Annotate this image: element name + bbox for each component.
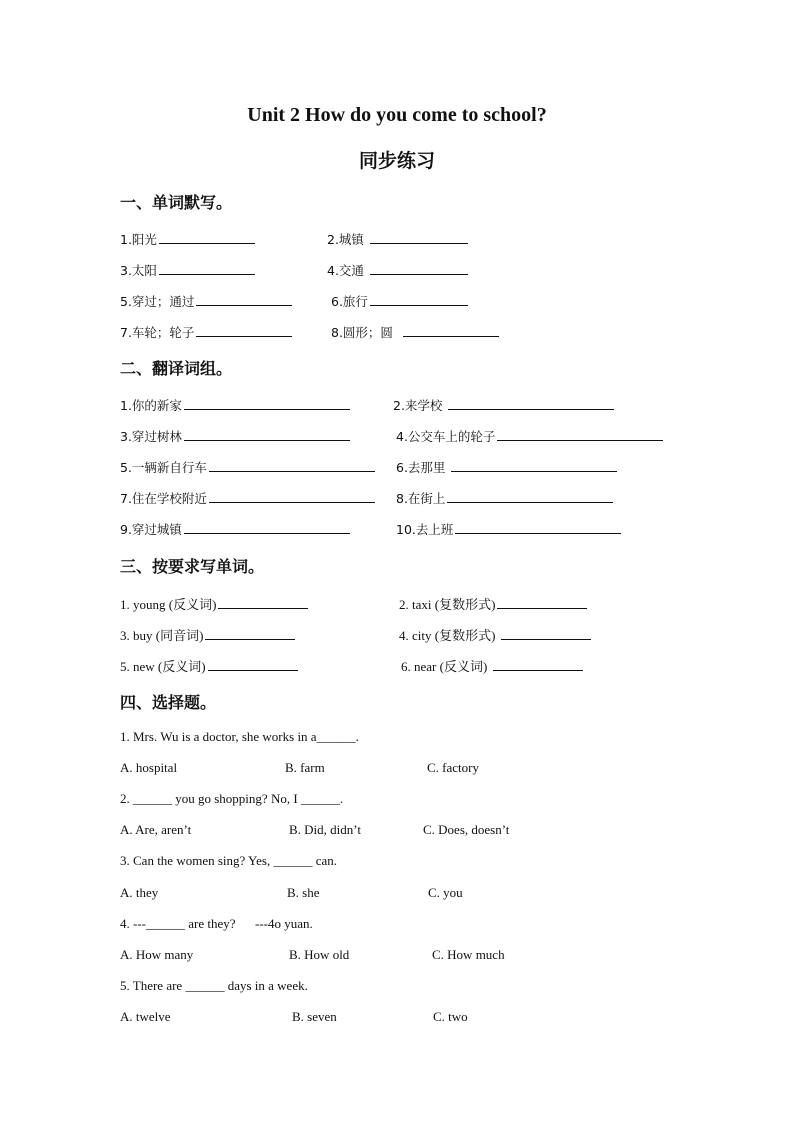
phrase-item: 6.去那里 — [396, 458, 617, 476]
answer-blank[interactable] — [493, 658, 583, 671]
option-a[interactable]: A. twelve — [120, 1009, 171, 1024]
word-item: 3.太阳 — [120, 261, 255, 279]
answer-blank[interactable] — [497, 596, 587, 609]
question-text: 3. Can the women sing? Yes, ______ can. — [120, 853, 338, 868]
answer-blank[interactable] — [403, 324, 499, 337]
option-c[interactable]: C. you — [428, 885, 463, 900]
word-item: 8.圆形；圆 — [331, 323, 499, 341]
phrase-item: 2.来学校 — [393, 396, 614, 414]
option-b[interactable]: B. she — [287, 885, 320, 900]
answer-blank[interactable] — [370, 262, 468, 275]
section-heading-1: 一、单词默写。 — [120, 193, 233, 212]
answer-blank[interactable] — [196, 293, 292, 306]
answer-blank[interactable] — [208, 658, 298, 671]
option-a[interactable]: A. Are, aren’t — [120, 822, 192, 837]
answer-blank[interactable] — [209, 490, 375, 503]
answer-blank[interactable] — [218, 596, 308, 609]
phrase-item: 7.住在学校附近 — [120, 489, 375, 507]
answer-blank[interactable] — [501, 627, 591, 640]
option-c[interactable]: C. two — [433, 1009, 468, 1024]
phrase-item: 5.一辆新自行车 — [120, 458, 375, 476]
answer-blank[interactable] — [205, 627, 295, 640]
word-form-item: 1. young (反义词) — [120, 594, 308, 613]
phrase-item: 9.穿过城镇 — [120, 520, 350, 538]
question-text: 1. Mrs. Wu is a doctor, she works in a______. — [120, 729, 359, 744]
answer-blank[interactable] — [370, 293, 468, 306]
option-b[interactable]: B. farm — [285, 760, 325, 775]
answer-blank[interactable] — [184, 397, 350, 410]
section-heading-4: 四、选择题。 — [120, 693, 217, 712]
answer-blank[interactable] — [196, 324, 292, 337]
question-text: 2. ______ you go shopping? No, I ______. — [120, 791, 344, 806]
page-subtitle: 同步练习 — [358, 150, 435, 172]
option-b[interactable]: B. Did, didn’t — [289, 822, 361, 837]
word-item: 5.穿过；通过 — [120, 292, 292, 310]
option-b[interactable]: B. How old — [289, 947, 350, 962]
option-a[interactable]: A. they — [120, 885, 159, 900]
answer-blank[interactable] — [455, 521, 621, 534]
phrase-item: 8.在街上 — [396, 489, 613, 507]
question-text: 5. There are ______ days in a week. — [120, 978, 308, 993]
answer-blank[interactable] — [370, 231, 468, 244]
option-a[interactable]: A. How many — [120, 947, 194, 962]
phrase-item: 3.穿过树林 — [120, 427, 350, 445]
word-form-item: 5. new (反义词) — [120, 656, 298, 675]
question-text: 4. ---______ are they? ---4o yuan. — [120, 916, 313, 931]
word-item: 6.旅行 — [331, 292, 468, 310]
phrase-item: 1.你的新家 — [120, 396, 350, 414]
option-b[interactable]: B. seven — [292, 1009, 337, 1024]
answer-blank[interactable] — [447, 490, 613, 503]
word-item: 4.交通 — [327, 261, 468, 279]
answer-blank[interactable] — [209, 459, 375, 472]
section-heading-3: 三、按要求写单词。 — [120, 557, 265, 576]
option-a[interactable]: A. hospital — [120, 760, 178, 775]
option-c[interactable]: C. factory — [427, 760, 479, 775]
word-form-item: 3. buy (同音词) — [120, 625, 295, 644]
answer-blank[interactable] — [159, 231, 255, 244]
word-item: 7.车轮；轮子 — [120, 323, 292, 341]
word-form-item: 2. taxi (复数形式) — [399, 594, 587, 613]
option-c[interactable]: C. How much — [432, 947, 505, 962]
page-title: Unit 2 How do you come to school? — [247, 104, 547, 126]
answer-blank[interactable] — [184, 428, 350, 441]
phrase-item: 10.去上班 — [396, 520, 621, 538]
word-item: 2.城镇 — [327, 230, 468, 248]
word-item: 1.阳光 — [120, 230, 255, 248]
word-form-item: 4. city (复数形式) — [399, 625, 591, 644]
answer-blank[interactable] — [159, 262, 255, 275]
section-heading-2: 二、翻译词组。 — [120, 359, 233, 378]
answer-blank[interactable] — [448, 397, 614, 410]
answer-blank[interactable] — [451, 459, 617, 472]
word-form-item: 6. near (反义词) — [401, 656, 583, 675]
answer-blank[interactable] — [497, 428, 663, 441]
answer-blank[interactable] — [184, 521, 350, 534]
phrase-item: 4.公交车上的轮子 — [396, 427, 663, 445]
option-c[interactable]: C. Does, doesn’t — [423, 822, 510, 837]
